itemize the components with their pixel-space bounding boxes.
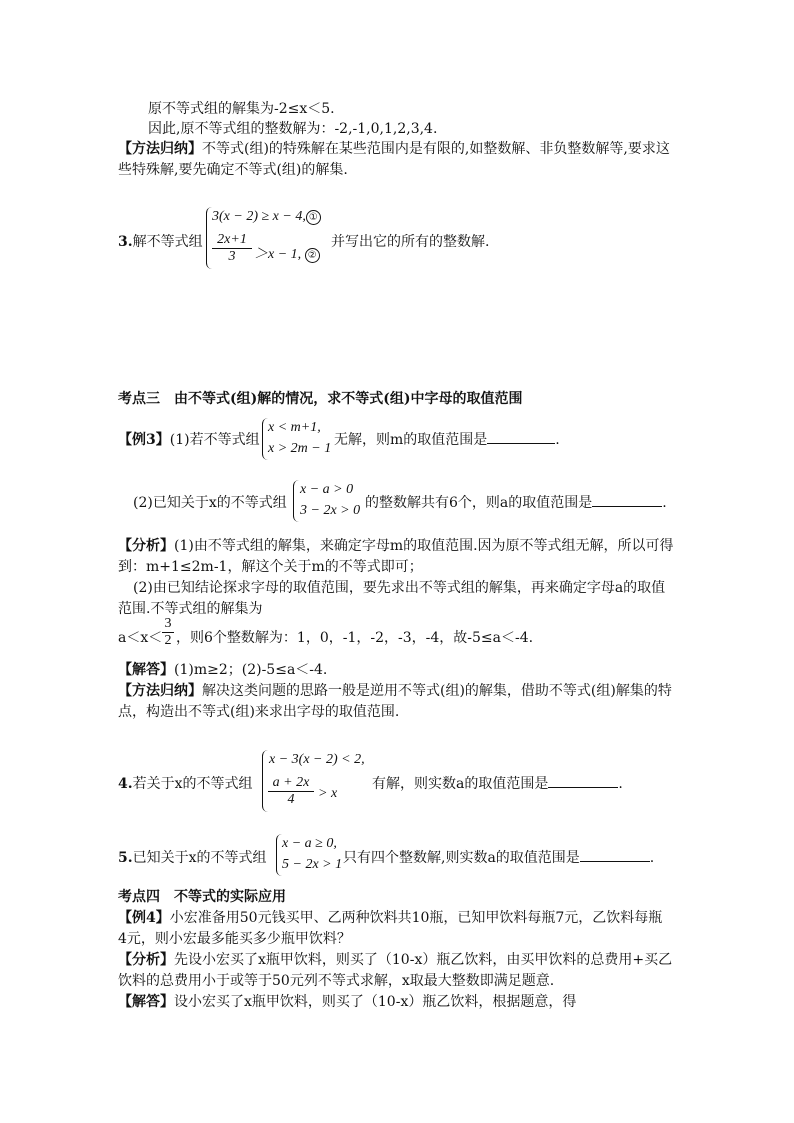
answer-blank[interactable] <box>580 849 650 862</box>
fraction-2x1-3: $\frac{2x+1}{3}$ <box>212 232 252 265</box>
question-prefix: 解不等式组 <box>132 234 203 250</box>
analysis-4-line-1: 【分析】先设小宏买了x瓶甲饮料，则买了（10-x）瓶乙饮料，由买甲饮料的总费用+买乙 <box>118 952 673 968</box>
method-summary-1-cont: 些特殊解,要先确定不等式(组)的解集. <box>118 162 348 178</box>
example-4-line-1: 【例4】小宏准备用50元钱买甲、乙两种饮料共10瓶，已知甲饮料每瓶7元，乙饮料每瓶 <box>118 910 663 926</box>
method-tag: 【方法归纳】 <box>118 141 202 157</box>
analysis-tag: 【分析】 <box>118 538 174 554</box>
fraction-3-2: $\frac{3}{2}$ <box>162 616 174 649</box>
system-brace <box>293 480 299 522</box>
question-3-post: 并写出它的所有的整数解. <box>331 234 490 250</box>
analysis-line-1: 【分析】(1)由不等式组的解集，来确定字母m的取值范围.因为原不等式组无解，所以可得 <box>118 538 674 554</box>
solution-set-line: 原不等式组的解集为-2≤x＜5. <box>148 101 335 117</box>
method-summary-3-cont: 点，构造出不等式(组)来求出字母的取值范围. <box>118 704 400 720</box>
section-title-3: 考点三 由不等式(组)解的情况，求不等式(组)中字母的取值范围 <box>118 391 523 407</box>
inequality-3-2x: 3 − 2x > 0 <box>300 503 361 518</box>
inequality-1: 3(x − 2) ≥ x − 4, ① <box>212 209 321 225</box>
question-number: 5. <box>118 850 133 866</box>
inequality-2-rest: ＞x − 1, ② <box>254 243 320 263</box>
method-tag: 【方法归纳】 <box>118 683 202 699</box>
answer-tag: 【解答】 <box>118 662 174 678</box>
answer-tag: 【解答】 <box>118 994 174 1010</box>
inequality-x-a: x − a > 0 <box>300 482 354 497</box>
inequality-gt-x: > x <box>318 786 338 801</box>
mark-circled-1: ① <box>306 210 321 225</box>
analysis-line-3: (2)由已知结论探求字母的取值范围，要先求出不等式组的解集，再来确定字母a的取值 <box>133 580 666 596</box>
question-number: 3. <box>118 234 133 250</box>
answer-blank[interactable] <box>592 494 662 507</box>
fraction-a2x-4: $\frac{a + 2x}{4}$ <box>268 775 314 808</box>
analysis-line-2: 到：m+1≤2m-1，解这个关于m的不等式即可； <box>118 559 423 575</box>
analysis-tag: 【分析】 <box>118 952 174 968</box>
inequality-x-lt-m1: x < m+1, <box>268 420 321 435</box>
answer-line: 【解答】(1)m≥2；(2)-5≤a＜-4. <box>118 662 328 678</box>
question-number: 4. <box>118 776 133 792</box>
inequality-x-a-ge0: x − a ≥ 0, <box>282 836 337 851</box>
section-title-4: 考点四 不等式的实际应用 <box>118 889 286 905</box>
inequality-x-gt-2m1: x > 2m − 1 <box>268 441 332 456</box>
integer-solutions-line: 因此,原不等式组的整数解为：-2,-1,0,1,2,3,4. <box>148 121 438 137</box>
example-4-line-2: 4元，则小宏最多能买多少瓶甲饮料？ <box>118 931 351 947</box>
analysis-4-line-2: 饮料的总费用小于或等于50元列不等式求解，x取最大整数即满足题意. <box>118 973 555 989</box>
answer-4-line-1: 【解答】设小宏买了x瓶甲饮料，则买了（10-x）瓶乙饮料，根据题意，得 <box>118 994 577 1010</box>
method-summary-3: 【方法归纳】解决这类问题的思路一般是逆用不等式(组)的解集，借助不等式(组)解集的特 <box>118 683 672 699</box>
answer-blank[interactable] <box>487 431 555 444</box>
analysis-line-4: 范围.不等式组的解集为 <box>118 601 263 617</box>
mark-circled-2: ② <box>305 248 320 263</box>
answer-blank[interactable] <box>548 775 618 788</box>
inequality-x-3x2: x − 3(x − 2) < 2, <box>269 752 365 767</box>
example-tag: 【例3】 <box>118 432 170 448</box>
method-summary-1: 【方法归纳】不等式(组)的特殊解在某些范围内是有限的,如整数解、非负整数解等,要求这 <box>118 141 670 157</box>
inequality-5-2x: 5 − 2x > 1 <box>282 857 343 872</box>
example-tag: 【例4】 <box>118 910 170 926</box>
